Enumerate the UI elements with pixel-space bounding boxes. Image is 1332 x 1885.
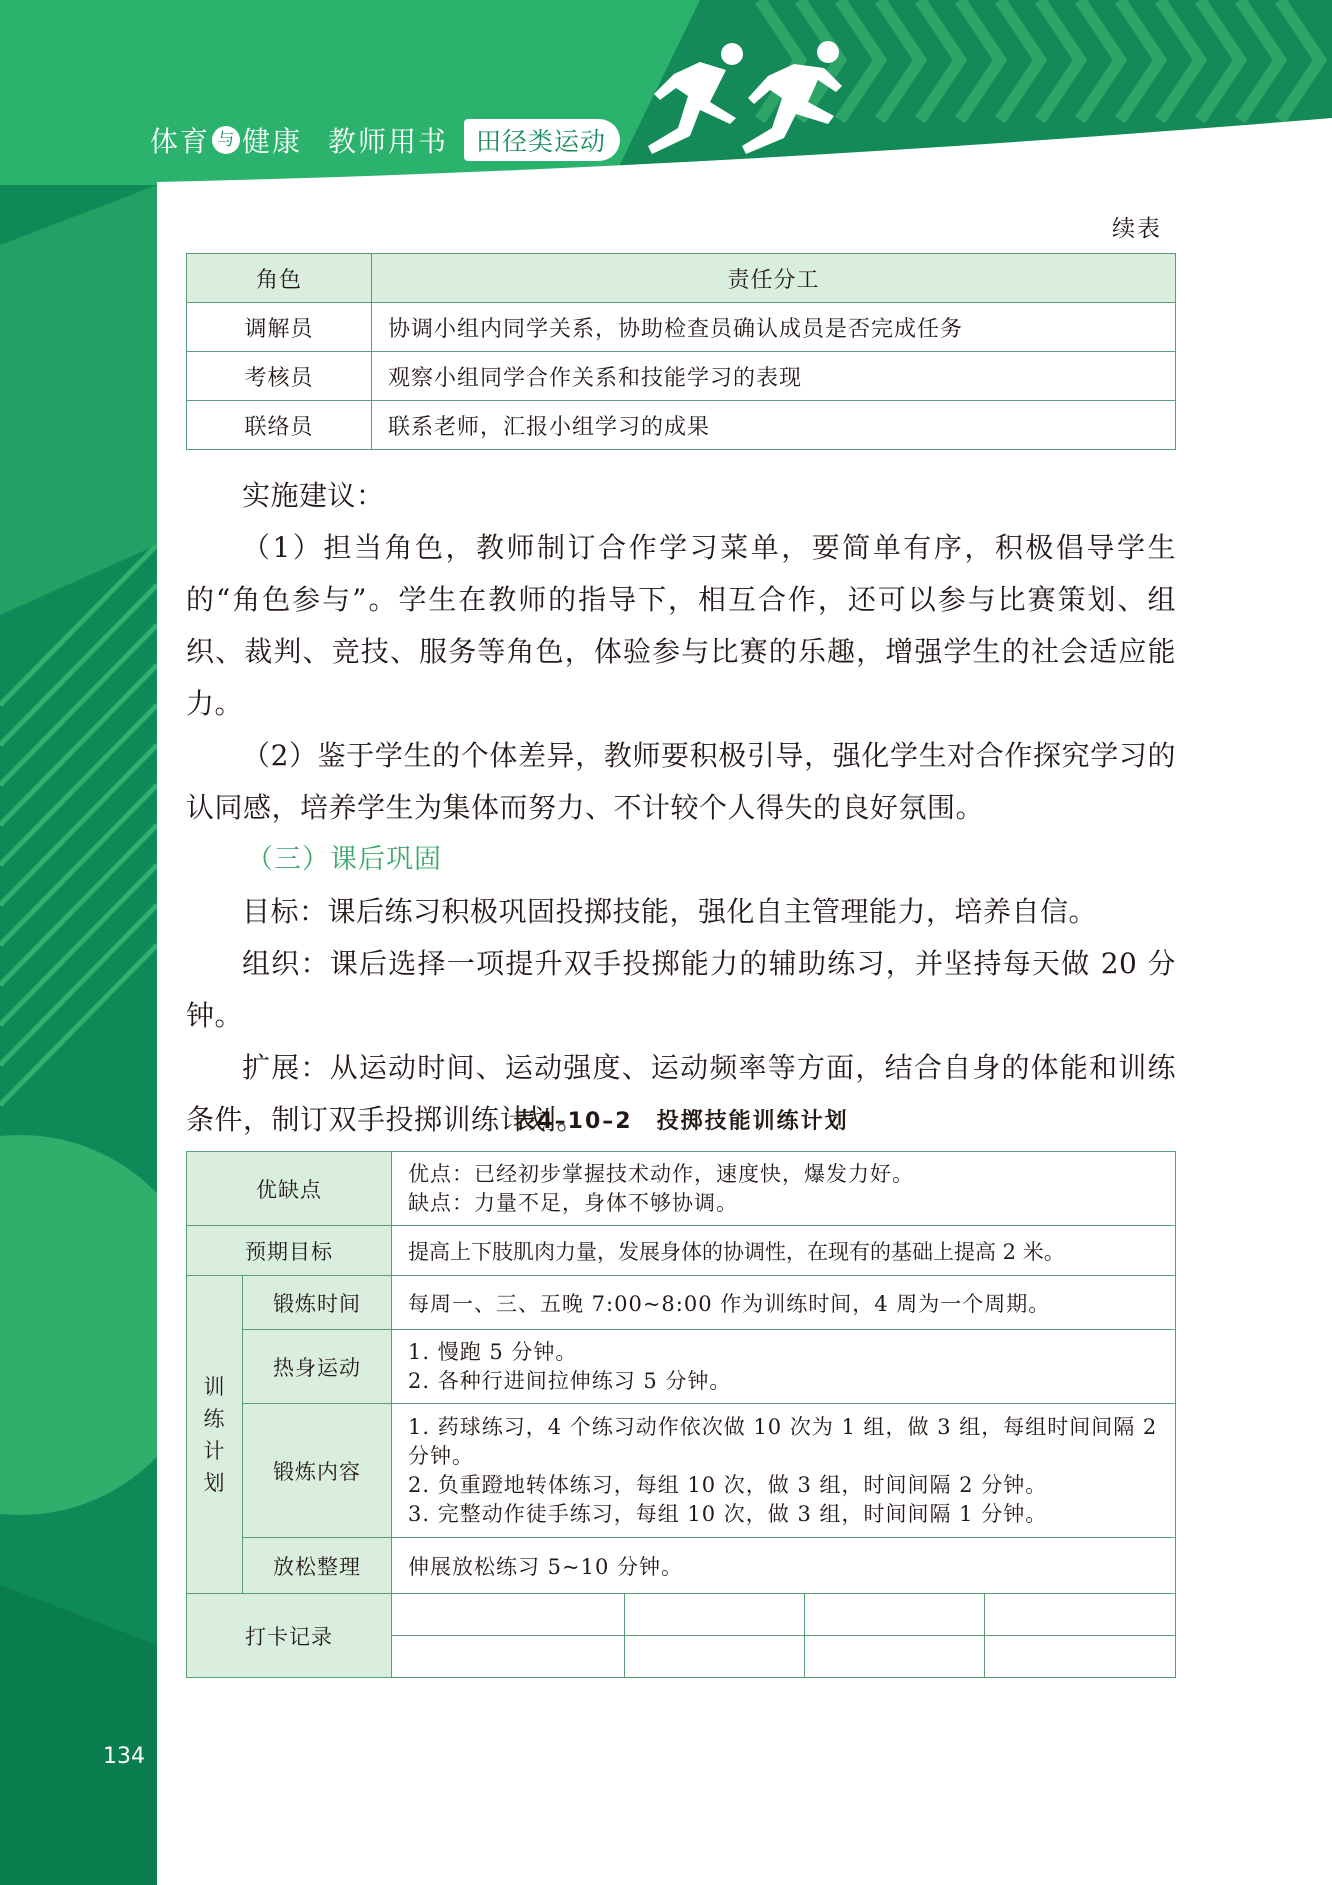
suggest-paragraph-1: （1）担当角色，教师制订合作学习菜单，要简单有序，积极倡导学生的“角色参与”。学生在教师的指导下，相互合作，还可以参与比赛策划、组织、裁判、竞技、服务等角色，体验参与比赛的乐趣，增强学生的社会适应能力。	[186, 531, 1176, 720]
warmup-label: 热身运动	[243, 1330, 392, 1404]
header-brand	[150, 118, 620, 162]
goal-paragraph: 目标：课后练习积极巩固投掷技能，强化自主管理能力，培养自信。	[242, 895, 1098, 928]
table-caption: 表4–10–2 投掷技能训练计划	[513, 1109, 849, 1134]
header-cell-role: 角色	[187, 254, 372, 303]
time-cell: 每周一、三、五晚 7:00~8:00 作为训练时间，4 周为一个周期。	[392, 1276, 1176, 1330]
pros-cons-label: 优缺点	[187, 1152, 392, 1226]
body-text	[186, 470, 1176, 1146]
brand-circle-badge: 与	[212, 126, 240, 154]
warmup-item: 1. 慢跑 5 分钟。	[408, 1339, 578, 1364]
duty-cell: 协调小组内同学关系，协助检查员确认成员是否完成任务	[372, 303, 1176, 352]
checkin-cell[interactable]	[392, 1594, 625, 1636]
role-cell: 调解员	[187, 303, 372, 352]
table-row	[187, 1276, 1176, 1330]
vertical-char: 练	[203, 1406, 226, 1431]
suggest-title: 实施建议：	[242, 479, 385, 512]
table-row	[187, 1152, 1176, 1226]
table-row	[187, 1538, 1176, 1594]
role-cell: 考核员	[187, 352, 372, 401]
duty-cell: 观察小组同学合作关系和技能学习的表现	[372, 352, 1176, 401]
pros-text: 优点：已经初步掌握技术动作，速度快，爆发力好。	[408, 1161, 914, 1186]
warmup-item: 2. 各种行进间拉伸练习 5 分钟。	[408, 1368, 732, 1393]
checkin-cell[interactable]	[805, 1594, 985, 1636]
continued-label: 续表	[1112, 216, 1162, 242]
content-cell	[392, 1404, 1176, 1538]
training-plan-label	[187, 1276, 243, 1594]
content-item: 2. 负重蹬地转体练习，每组 10 次，做 3 组，时间间隔 2 分钟。	[408, 1472, 1048, 1497]
time-label: 锻炼时间	[243, 1276, 392, 1330]
table-row	[187, 1226, 1176, 1276]
header-cell-duty: 责任分工	[372, 254, 1176, 303]
table-row	[187, 352, 1176, 401]
relax-cell: 伸展放松练习 5~10 分钟。	[392, 1538, 1176, 1594]
vertical-char: 划	[203, 1470, 226, 1495]
warmup-cell	[392, 1330, 1176, 1404]
checkin-cell[interactable]	[392, 1636, 625, 1678]
brand-title-1: 体育	[150, 125, 211, 158]
goal-cell: 提高上下肢肌肉力量，发展身体的协调性，在现有的基础上提高 2 米。	[392, 1226, 1176, 1276]
checkin-cell[interactable]	[805, 1636, 985, 1678]
strip-pattern	[0, 185, 157, 1885]
page-number: 134	[103, 1744, 145, 1769]
brand-title-2: 健康	[242, 125, 303, 158]
suggest-paragraph-2: （2）鉴于学生的个体差异，教师要积极引导，强化学生对合作探究学习的认同感，培养学生为集体而努力、不计较个人得失的良好氛围。	[186, 739, 1176, 824]
plan-table-wrap	[186, 1151, 1176, 1678]
cons-text: 缺点：力量不足，身体不够协调。	[408, 1190, 738, 1215]
table-row	[187, 303, 1176, 352]
content-label: 锻炼内容	[243, 1404, 392, 1538]
table-header-row	[187, 254, 1176, 303]
page-header	[0, 0, 1332, 185]
section-tag: 田径类运动	[464, 119, 620, 161]
checkin-cell[interactable]	[625, 1594, 805, 1636]
duty-cell: 联系老师，汇报小组学习的成果	[372, 401, 1176, 450]
section-heading: （三）课后巩固	[246, 844, 442, 875]
runner-icon	[730, 40, 860, 160]
vertical-char: 训	[203, 1374, 226, 1399]
relax-label: 放松整理	[243, 1538, 392, 1594]
checkin-cell[interactable]	[985, 1636, 1176, 1678]
ext-paragraph: 扩展：从运动时间、运动强度、运动频率等方面，结合自身的体能和训练条件，制订双手投掷训练计划。	[186, 1051, 1176, 1136]
training-plan-table	[186, 1151, 1176, 1678]
content-item: 3. 完整动作徒手练习，每组 10 次，做 3 组，时间间隔 1 分钟。	[408, 1501, 1048, 1526]
checkin-label: 打卡记录	[187, 1594, 392, 1678]
table-row	[187, 401, 1176, 450]
checkin-cell[interactable]	[985, 1594, 1176, 1636]
pros-cons-cell	[392, 1152, 1176, 1226]
org-paragraph: 组织：课后选择一项提升双手投掷能力的辅助练习，并坚持每天做 20 分钟。	[186, 947, 1176, 1032]
table-row	[187, 1594, 1176, 1636]
goal-label: 预期目标	[187, 1226, 392, 1276]
table-row	[187, 1330, 1176, 1404]
left-decor-strip	[0, 185, 157, 1885]
roles-table	[186, 253, 1176, 450]
content-item: 1. 药球练习，4 个练习动作依次做 10 次为 1 组，做 3 组，每组时间间隔 2 分钟。	[408, 1414, 1158, 1468]
vertical-char: 计	[203, 1438, 226, 1463]
roles-table-wrap	[186, 253, 1176, 450]
role-cell: 联络员	[187, 401, 372, 450]
table-row	[187, 1404, 1176, 1538]
brand-subtitle: 教师用书	[328, 125, 449, 158]
checkin-cell[interactable]	[625, 1636, 805, 1678]
